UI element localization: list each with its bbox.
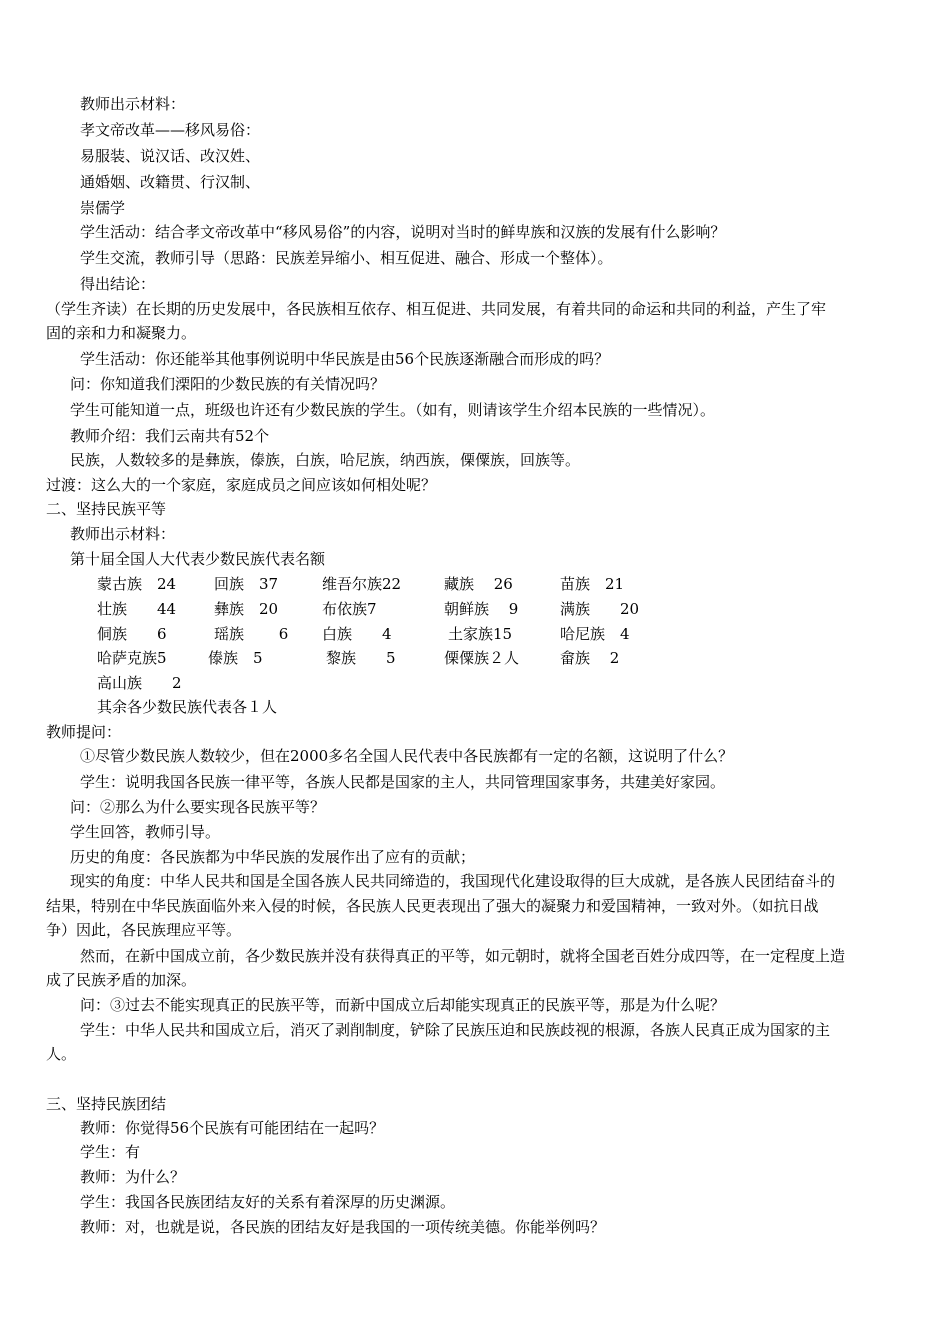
table-caption: 第十届全国人大代表少数民族代表名额 [70,550,326,568]
text-line: 问：③过去不能实现真正的民族平等，而新中国成立后却能实现真正的民族平等，那是为什么呢？ [80,996,726,1014]
text-line: 学生活动：你还能举其他事例说明中华民族是由56个民族逐渐融合而形成的吗？ [80,350,610,368]
text-line: 得出结论： [80,275,156,293]
table-cell: 高山族 2 [97,674,182,692]
section-heading: 三、坚持民族团结 [46,1095,167,1113]
table-cell: 维吾尔族22 [322,575,402,593]
text-line: 民族，人数较多的是彝族，傣族，白族，哈尼族，纳西族，傈僳族，回族等。 [70,451,581,469]
table-cell: 蒙古族 24 [97,575,177,593]
table-cell: 布依族7 [322,600,377,618]
text-line: 学生可能知道一点，班级也许还有少数民族的学生。（如有，则请该学生介绍本民族的一些情况）。 [70,401,716,419]
text-line: 然而，在新中国成立前，各少数民族并没有获得真正的平等，如元朝时，就将全国老百姓分成四等，在一定程度上造 [80,947,846,965]
text-line: 易服装、说汉话、改汉姓、 [80,147,261,165]
text-line: 过渡：这么大的一个家庭，家庭成员之间应该如何相处呢？ [46,476,437,494]
text-line: 学生：说明我国各民族一律平等，各族人民都是国家的主人，共同管理国家事务，共建美好家园。 [80,773,726,791]
text-line: ①尽管少数民族人数较少，但在2000多名全国人民代表中各民族都有一定的名额，这说明了什么？ [80,747,734,765]
text-line: 历史的角度：各民族都为中华民族的发展作出了应有的贡献； [70,848,476,866]
text-line: 教师出示材料： [80,95,186,113]
text-line: 教师出示材料： [70,525,176,543]
text-line: 固的亲和力和凝聚力。 [46,324,197,342]
text-line: 学生回答，教师引导。 [70,823,221,841]
text-line: 学生：有 [80,1143,141,1161]
table-cell: 哈萨克族5 [97,649,167,667]
text-line: 问：②那么为什么要实现各民族平等？ [70,798,326,816]
table-cell: 满族 20 [560,600,640,618]
text-line: 学生交流，教师引导（思路：民族差异缩小、相互促进、融合、形成一个整体）。 [80,249,613,267]
table-cell: 苗族 21 [560,575,625,593]
table-cell: 瑶族 6 [214,625,289,643]
text-line: 人。 [46,1045,77,1063]
table-cell: 畲族 2 [560,649,620,667]
table-cell: 朝鲜族 9 [444,600,519,618]
text-line: 教师：对，也就是说，各民族的团结友好是我国的一项传统美德。你能举例吗？ [80,1218,606,1236]
table-cell: 回族 37 [214,575,279,593]
table-cell: 彝族 20 [214,600,279,618]
text-line: （学生齐读）在长期的历史发展中，各民族相互依存、相互促进、共同发展，有着共同的命运和共同的利益，产生了牢 [46,300,827,318]
text-line: 学生活动：结合孝文帝改革中“移风易俗”的内容，说明对当时的鲜卑族和汉族的发展有什么影响？ [80,223,726,241]
table-cell: 藏族 26 [444,575,513,593]
table-cell: 哈尼族 4 [560,625,630,643]
text-line: 成了民族矛盾的加深。 [46,971,197,989]
text-line: 通婚姻、改籍贯、行汉制、 [80,173,261,191]
text-line: 教师：你觉得56个民族有可能团结在一起吗？ [80,1119,385,1137]
table-cell: 土家族15 [448,625,513,643]
text-line: 争）因此，各民族理应平等。 [46,921,242,939]
text-line: 结果，特别在中华民族面临外来入侵的时候，各民族人民更表现出了强大的凝聚力和爱国精神，一致对外。（如抗日战 [46,897,819,915]
table-cell: 黎族 5 [326,649,396,667]
text-line: 教师介绍：我们云南共有52个 [70,427,270,445]
text-line: 问：你知道我们溧阳的少数民族的有关情况吗？ [70,375,386,393]
table-cell: 傈僳族２人 [444,649,520,667]
text-line: 教师：为什么？ [80,1168,186,1186]
text-line: 其余各少数民族代表各１人 [97,698,278,716]
table-cell: 侗族 6 [97,625,167,643]
text-line: 崇儒学 [80,199,126,217]
text-line: 现实的角度：中华人民共和国是全国各族人民共同缔造的，我国现代化建设取得的巨大成就，是各族人民团结奋斗的 [70,872,836,890]
table-cell: 壮族 44 [97,600,177,618]
text-line: 教师提问： [46,723,122,741]
text-line: 学生：中华人民共和国成立后，消灭了剥削制度，铲除了民族压迫和民族歧视的根源，各族人民真正成为国家的主 [80,1021,831,1039]
table-cell: 白族 4 [322,625,392,643]
section-heading: 二、坚持民族平等 [46,500,167,518]
text-line: 孝文帝改革——移风易俗： [80,121,261,139]
table-cell: 傣族 5 [208,649,263,667]
text-line: 学生：我国各民族团结友好的关系有着深厚的历史渊源。 [80,1193,456,1211]
